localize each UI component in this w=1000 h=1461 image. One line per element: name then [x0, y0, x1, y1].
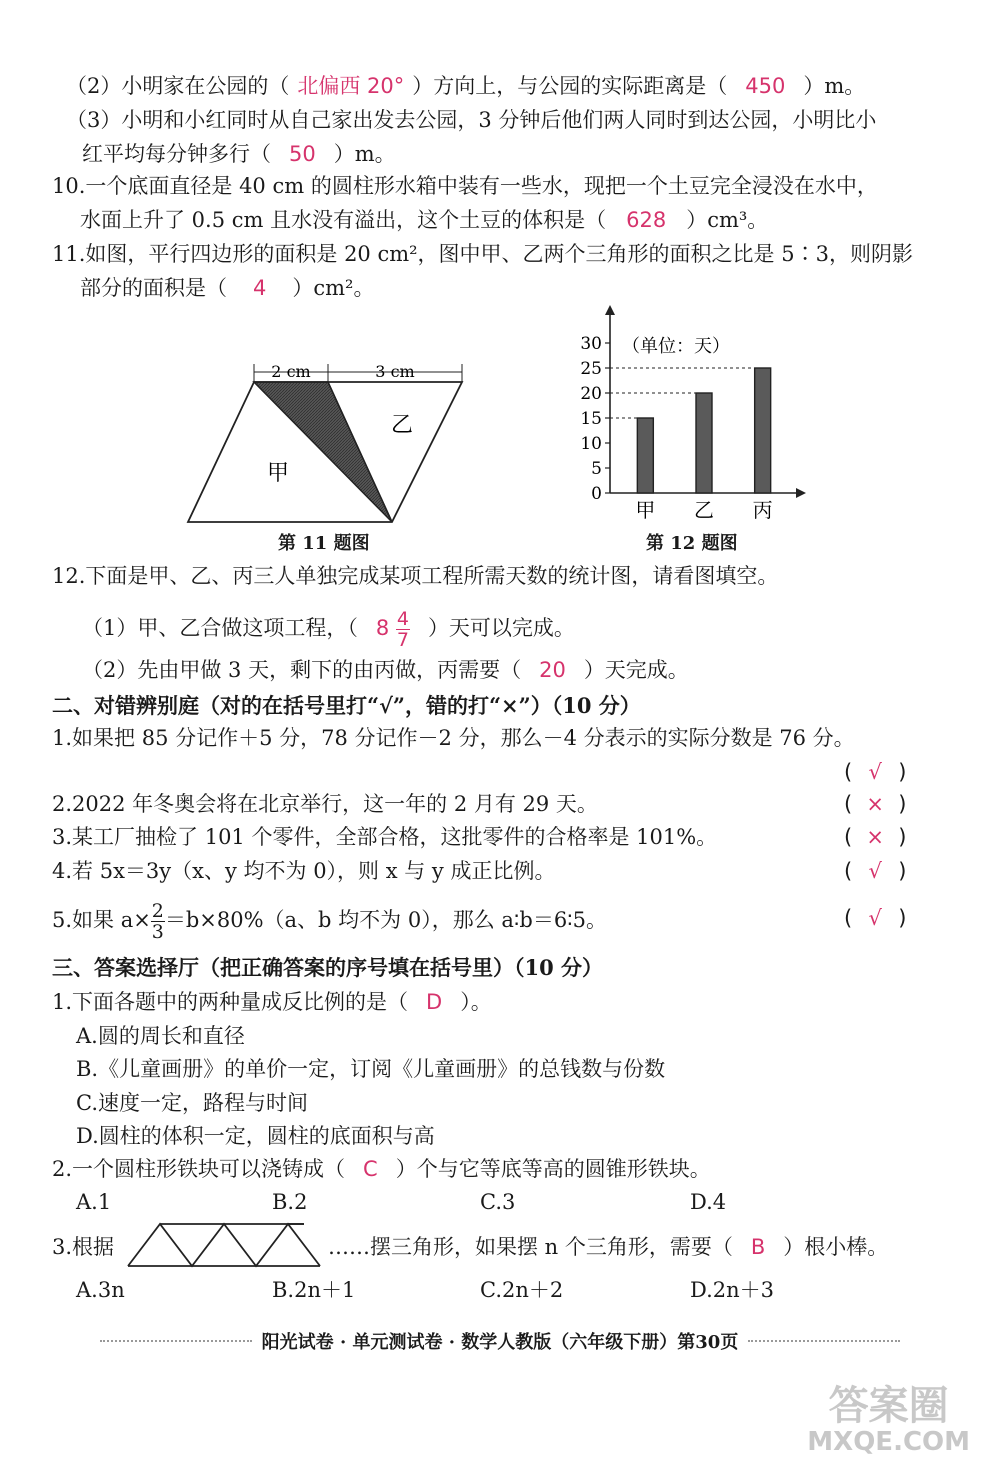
x-tick-label: 甲: [635, 498, 656, 522]
judge-item-3: 3.某工厂抽检了 101 个零件，全部合格，这批零件的合格率是 101%。: [52, 825, 718, 849]
q10-line2: 水面上升了 0.5 cm 且水没有溢出，这个土豆的体积是（ 628 ）cm³。: [80, 208, 769, 232]
choice-q3-pre: 3.根据: [52, 1235, 115, 1259]
y-tick-label: 25: [580, 359, 602, 379]
y-tick-label: 15: [580, 409, 602, 429]
judge-mark-1: ( √ ): [844, 760, 907, 784]
answer-blank: 北偏西 20°: [297, 74, 405, 98]
page-footer: [90, 1328, 910, 1354]
q9-part3-line1: （3）小明和小红同时从自己家出发去公园，3 分钟后他们两人同时到达公园，小明比小: [66, 108, 877, 132]
q12-part2: （2）先由甲做 3 天，剩下的由丙做，丙需要（ 20 ）天完成。: [82, 658, 689, 682]
judge-mark-2: ( × ): [844, 792, 907, 816]
bar-丙: [755, 368, 771, 493]
answer-blank: 628: [626, 208, 667, 232]
answer-blank: B: [750, 1235, 766, 1259]
figure-11-parallelogram: [180, 350, 480, 550]
answer-blank: C: [363, 1157, 378, 1181]
choice-q3-option-d: D.2n＋3: [690, 1278, 775, 1302]
y-tick-label: 10: [580, 434, 602, 454]
shaded-triangle: [254, 382, 392, 522]
q12-intro: 12.下面是甲、乙、丙三人单独完成某项工程所需天数的统计图，请看图填空。: [52, 564, 779, 588]
bar-甲: [637, 418, 653, 493]
triangle-sticks-figure: [124, 1220, 324, 1270]
choice-q1: 1.下面各题中的两种量成反比例的是（ D ）。: [52, 990, 492, 1014]
choice-q2-option-c: C.3: [480, 1190, 516, 1214]
y-tick-label: 5: [591, 459, 602, 479]
q11-line2: 部分的面积是（ 4 ）cm²。: [80, 276, 375, 300]
answer-blank: D: [426, 990, 443, 1014]
choice-q3-rest: ……摆三角形，如果摆 n 个三角形，需要（ B ）根小棒。: [328, 1235, 889, 1259]
x-axis-arrow: [796, 488, 806, 498]
triangle-label-a: 甲: [266, 461, 290, 486]
judge-mark-3: ( × ): [844, 825, 907, 849]
chart-unit-label: （单位：天）: [622, 336, 730, 357]
choice-q3-option-b: B.2n＋1: [272, 1278, 356, 1302]
answer-blank: 450: [745, 74, 786, 98]
y-axis-arrow: [605, 305, 615, 315]
judge-mark-4: ( √ ): [844, 859, 907, 883]
y-tick-label: 0: [591, 484, 602, 504]
answer-blank: 4: [253, 276, 267, 300]
judge-item-2: 2.2022 年冬奥会将在北京举行，这一年的 2 月有 29 天。: [52, 792, 598, 816]
choice-q2-option-b: B.2: [272, 1190, 308, 1214]
choice-q1-option-c: C.速度一定，路程与时间: [76, 1091, 308, 1115]
choice-q3-option-c: C.2n＋2: [480, 1278, 564, 1302]
section3-title: 三、答案选择厅（把正确答案的序号填在括号里）（10 分）: [52, 955, 604, 980]
q10-line1: 10.一个底面直径是 40 cm 的圆柱形水箱中装有一些水，现把一个土豆完全浸没在水中，: [52, 174, 878, 198]
q12-part1: （1）甲、乙合做这项工程，（ 8 $\frac{4}{7}$ ）天可以完成。: [82, 607, 575, 651]
fraction: $\frac{2}{3}$: [151, 900, 164, 943]
choice-q2-option-a: A.1: [76, 1190, 112, 1214]
y-tick-label: 20: [580, 384, 602, 404]
figure-11-caption: 第 11 题图: [278, 533, 370, 554]
answer-mixed-number: 8 $\frac{4}{7}$: [375, 607, 409, 651]
choice-q1-option-d: D.圆柱的体积一定，圆柱的底面积与高: [76, 1124, 435, 1148]
answer-blank: 50: [289, 142, 316, 166]
q11-line1: 11.如图，平行四边形的面积是 20 cm²，图中甲、乙两个三角形的面积之比是 5∶3，则阴影: [52, 242, 913, 266]
judge-item-5: 5.如果 a× $\frac{2}{3}$ ＝b×80%（a、b 均不为 0），那么 a∶b＝6∶5。: [52, 900, 608, 943]
watermark-logo: 答案圈 MXQE.COM: [807, 1383, 970, 1457]
dim-left-label: 2 cm: [271, 362, 311, 381]
judge-item-4: 4.若 5x＝3y（x、y 均不为 0），则 x 与 y 成正比例。: [52, 859, 556, 883]
answer-blank: 20: [539, 658, 566, 682]
dim-right-label: 3 cm: [375, 362, 415, 381]
choice-q3-option-a: A.3n: [76, 1278, 125, 1302]
q9-part3-line2: 红平均每分钟多行（ 50 ）m。: [82, 142, 396, 166]
x-tick-label: 丙: [752, 498, 773, 522]
judge-mark-5: ( √ ): [844, 906, 907, 930]
x-tick-label: 乙: [694, 498, 714, 522]
section2-title: 二、对错辨别庭（对的在括号里打“√”，错的打“×”）（10 分）: [52, 693, 641, 718]
choice-q1-option-b: B.《儿童画册》的单价一定，订阅《儿童画册》的总钱数与份数: [76, 1057, 666, 1081]
judge-item-1: 1.如果把 85 分记作＋5 分，78 分记作－2 分，那么－4 分表示的实际分数是 76 分。: [52, 726, 855, 750]
figure-12-bar-chart: [570, 305, 810, 525]
triangle-label-b: 乙: [390, 413, 414, 438]
footer-text: 阳光试卷 · 单元测试卷 · 数学人教版（六年级下册）第30页: [261, 1332, 739, 1353]
figure-12-caption: 第 12 题图: [646, 533, 738, 554]
q9-part2: （2）小明家在公园的（ 北偏西 20° ）方向上，与公园的实际距离是（ 450 ）m。: [66, 74, 866, 98]
choice-q2-option-d: D.4: [690, 1190, 727, 1214]
bar-乙: [696, 393, 712, 493]
choice-q2: 2.一个圆柱形铁块可以浇铸成（ C ）个与它等底等高的圆锥形铁块。: [52, 1157, 711, 1181]
choice-q1-option-a: A.圆的周长和直径: [76, 1024, 245, 1048]
y-tick-label: 30: [580, 334, 602, 354]
